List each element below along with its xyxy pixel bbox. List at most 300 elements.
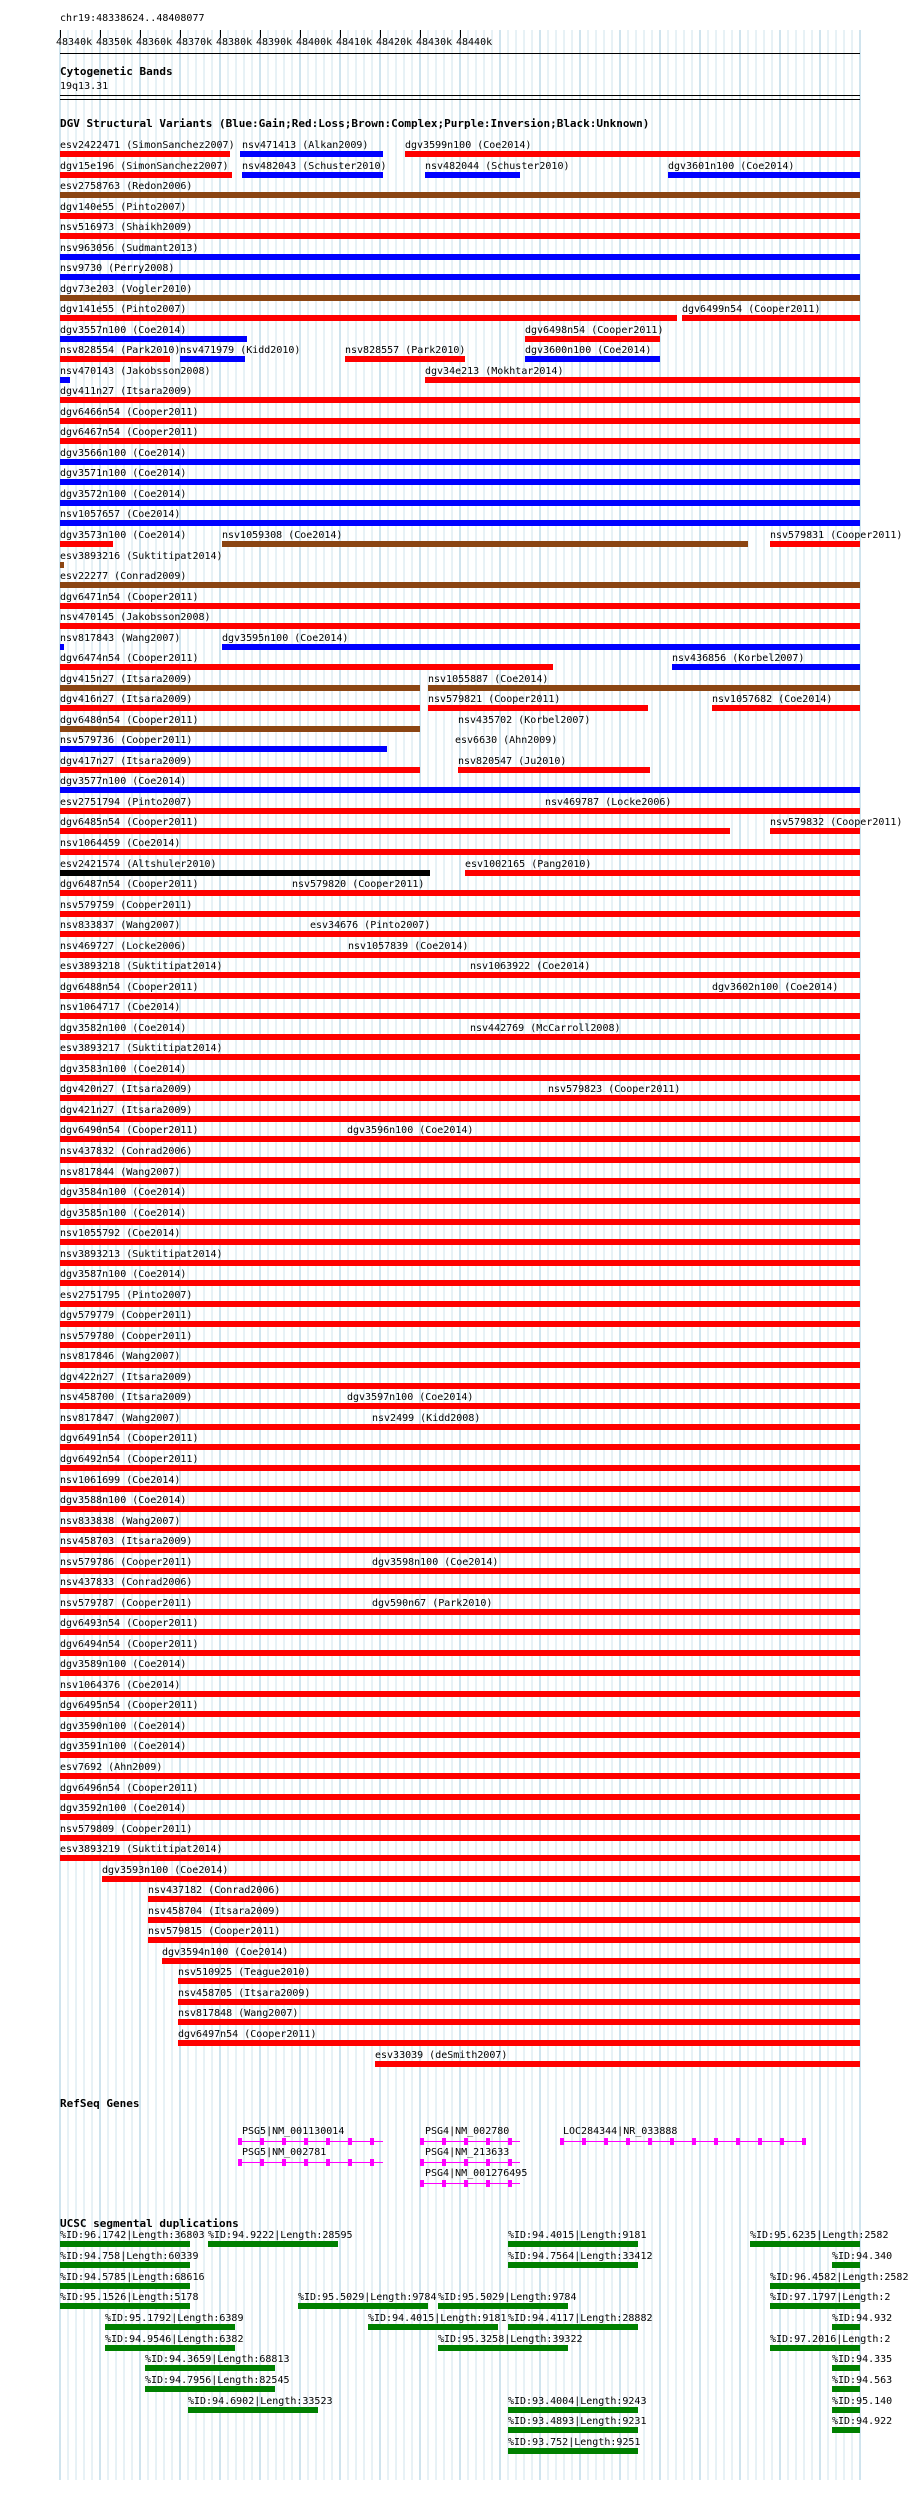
refseq-title: RefSeq Genes [60, 2097, 140, 2110]
segdup-bar [145, 2386, 275, 2392]
gene-exon [326, 2138, 330, 2145]
variant-label: nsv817848 (Wang2007) [178, 2008, 299, 2019]
variant-label: dgv6492n54 (Cooper2011) [60, 1454, 199, 1465]
gene-exon [560, 2138, 564, 2145]
variant-bar [60, 172, 232, 178]
gene-exon [714, 2138, 718, 2145]
variant-bar [60, 1732, 860, 1738]
variant-label: dgv3599n100 (Coe2014) [405, 140, 532, 151]
segdup-bar [508, 2407, 638, 2413]
variant-label: nsv963056 (Sudmant2013) [60, 243, 199, 254]
variant-label: dgv3572n100 (Coe2014) [60, 489, 187, 500]
gene-exon [260, 2159, 264, 2166]
variant-label: nsv828554 (Park2010) [60, 345, 181, 356]
variant-bar [60, 1301, 860, 1307]
segdup-bar [60, 2303, 190, 2309]
variant-bar [60, 582, 860, 588]
variant-label: nsv579831 (Cooper2011) [770, 530, 903, 541]
segdup-bar [832, 2365, 860, 2371]
gene-exon [464, 2180, 468, 2187]
gene-exon [282, 2138, 286, 2145]
segdup-bar [832, 2386, 860, 2392]
variant-label: esv33039 (deSmith2007) [375, 2050, 508, 2061]
segdup-label: %ID:95.140 [832, 2396, 893, 2407]
variant-label: dgv6466n54 (Cooper2011) [60, 407, 199, 418]
ruler-tick-label: 48400k [296, 37, 333, 48]
cyto-band [60, 95, 860, 96]
variant-bar [102, 1876, 860, 1882]
segdup-label: %ID:95.6235|Length:2582 [750, 2230, 889, 2241]
variant-label: nsv458704 (Itsara2009) [148, 1906, 281, 1917]
segdup-bar [750, 2241, 860, 2247]
variant-label: nsv469787 (Locke2006) [545, 797, 672, 808]
variant-bar [60, 623, 860, 629]
variant-bar [60, 1609, 860, 1615]
variant-label: nsv833838 (Wang2007) [60, 1516, 181, 1527]
gene-exon [370, 2159, 374, 2166]
variant-label: nsv1063922 (Coe2014) [470, 961, 591, 972]
variant-label: nsv579787 (Cooper2011) [60, 1598, 193, 1609]
variant-label: nsv817843 (Wang2007) [60, 633, 181, 644]
variant-label: dgv3571n100 (Coe2014) [60, 468, 187, 479]
segdup-bar [105, 2324, 235, 2330]
variant-bar [60, 1814, 860, 1820]
variant-bar [162, 1958, 860, 1964]
variant-label: dgv3588n100 (Coe2014) [60, 1495, 187, 1506]
variant-bar [60, 541, 113, 547]
ruler-tick-label: 48380k [216, 37, 253, 48]
segdup-bar [508, 2324, 638, 2330]
variant-bar [60, 254, 860, 260]
segdup-label: %ID:94.563 [832, 2375, 893, 2386]
gene-label: PSG4|NM_002780 [425, 2126, 510, 2137]
variant-bar [60, 808, 860, 814]
variant-bar [60, 1239, 860, 1245]
variant-bar [60, 1075, 860, 1081]
variant-label: nsv458703 (Itsara2009) [60, 1536, 193, 1547]
segdup-bar [770, 2283, 860, 2289]
gene-exon [464, 2159, 468, 2166]
segdup-label: %ID:94.4117|Length:28882 [508, 2313, 653, 2324]
cyto-band-label: 19q13.31 [60, 81, 109, 92]
variant-bar [180, 356, 245, 362]
variant-bar [60, 1773, 860, 1779]
variant-label: nsv442769 (McCarroll2008) [470, 1023, 621, 1034]
segdup-label: %ID:95.5029|Length:9784 [438, 2292, 577, 2303]
gene-exon [442, 2180, 446, 2187]
variant-label: esv2422471 (SimonSanchez2007) [60, 140, 235, 151]
variant-label: esv1002165 (Pang2010) [465, 859, 592, 870]
variant-bar [60, 664, 553, 670]
variant-label: dgv6495n54 (Cooper2011) [60, 1700, 199, 1711]
variant-bar [672, 664, 860, 670]
segdup-bar [438, 2303, 568, 2309]
variant-label: nsv1064376 (Coe2014) [60, 1680, 181, 1691]
variant-label: esv6630 (Ahn2009) [455, 735, 558, 746]
gene-exon [582, 2138, 586, 2145]
segdup-bar [145, 2365, 275, 2371]
variant-label: nsv1064717 (Coe2014) [60, 1002, 181, 1013]
gene-exon [486, 2180, 490, 2187]
variant-label: nsv1064459 (Coe2014) [60, 838, 181, 849]
segdup-bar [298, 2303, 428, 2309]
gene-exon [348, 2159, 352, 2166]
variant-label: nsv1057682 (Coe2014) [712, 694, 833, 705]
variant-label: nsv579759 (Cooper2011) [60, 900, 193, 911]
variant-label: nsv3893213 (Suktitipat2014) [60, 1249, 223, 1260]
variant-bar [60, 377, 70, 383]
variant-label: nsv471979 (Kidd2010) [180, 345, 301, 356]
variant-label: nsv470145 (Jakobsson2008) [60, 612, 211, 623]
segdup-label: %ID:94.9222|Length:28595 [208, 2230, 353, 2241]
variant-label: nsv2499 (Kidd2008) [372, 1413, 481, 1424]
gene-exon [626, 2138, 630, 2145]
variant-bar [60, 726, 420, 732]
variant-label: dgv3596n100 (Coe2014) [347, 1125, 474, 1136]
variant-bar [60, 1752, 860, 1758]
ruler-divider [60, 53, 860, 54]
segdup-label: %ID:94.335 [832, 2354, 893, 2365]
variant-label: nsv579809 (Cooper2011) [60, 1824, 193, 1835]
segdup-label: %ID:94.922 [832, 2416, 893, 2427]
variant-bar [60, 500, 860, 506]
variant-bar [60, 520, 860, 526]
variant-bar [345, 356, 465, 362]
variant-label: dgv3589n100 (Coe2014) [60, 1659, 187, 1670]
variant-bar [60, 767, 420, 773]
variant-bar [60, 1157, 860, 1163]
variant-bar [60, 685, 420, 691]
gene-exon [670, 2138, 674, 2145]
variant-bar [770, 541, 860, 547]
variant-label: esv3893219 (Suktitipat2014) [60, 1844, 223, 1855]
variant-bar [60, 1403, 860, 1409]
variant-bar [770, 828, 860, 834]
variant-bar [178, 1978, 860, 1984]
gene-exon [692, 2138, 696, 2145]
gene-exon [238, 2138, 242, 2145]
variant-bar [60, 1321, 860, 1327]
variant-bar [60, 274, 860, 280]
segdup-label: %ID:94.7564|Length:33412 [508, 2251, 653, 2262]
variant-label: esv7692 (Ahn2009) [60, 1762, 163, 1773]
variant-label: dgv6493n54 (Cooper2011) [60, 1618, 199, 1629]
gene-exon [260, 2138, 264, 2145]
variant-label: dgv73e203 (Vogler2010) [60, 284, 193, 295]
variant-bar [60, 418, 860, 424]
variant-label: nsv817846 (Wang2007) [60, 1351, 181, 1362]
variant-bar [222, 541, 748, 547]
segdup-label: %ID:94.4015|Length:9181 [508, 2230, 647, 2241]
gene-label: PSG5|NM_001130014 [242, 2126, 345, 2137]
variant-bar [222, 644, 860, 650]
variant-bar [60, 828, 730, 834]
ruler-tick-label: 48370k [176, 37, 213, 48]
variant-bar [425, 377, 860, 383]
variant-label: esv2751794 (Pinto2007) [60, 797, 193, 808]
variant-bar [425, 172, 520, 178]
variant-label: dgv3587n100 (Coe2014) [60, 1269, 187, 1280]
variant-label: nsv579815 (Cooper2011) [148, 1926, 281, 1937]
ruler-tick-label: 48410k [336, 37, 373, 48]
gene-label: PSG4|NM_213633 [425, 2147, 510, 2158]
gene-exon [486, 2159, 490, 2166]
segdup-label: %ID:94.5785|Length:68616 [60, 2272, 205, 2283]
variant-label: nsv1061699 (Coe2014) [60, 1475, 181, 1486]
variant-label: nsv437182 (Conrad2006) [148, 1885, 281, 1896]
segdup-label: %ID:93.4893|Length:9231 [508, 2416, 647, 2427]
gene-exon [508, 2180, 512, 2187]
variant-label: nsv510925 (Teague2010) [178, 1967, 311, 1978]
variant-label: nsv579832 (Cooper2011) [770, 817, 903, 828]
variant-bar [60, 397, 860, 403]
variant-label: dgv6496n54 (Cooper2011) [60, 1783, 199, 1794]
gene-exon [508, 2159, 512, 2166]
segdup-label: %ID:96.4582|Length:2582 [770, 2272, 908, 2283]
variant-label: nsv437833 (Conrad2006) [60, 1577, 193, 1588]
variant-bar [60, 870, 430, 876]
variant-label: dgv3583n100 (Coe2014) [60, 1064, 187, 1075]
variant-label: dgv141e55 (Pinto2007) [60, 304, 187, 315]
variant-bar [60, 1711, 860, 1717]
segdup-bar [770, 2303, 860, 2309]
gene-exon [442, 2159, 446, 2166]
variant-label: esv2751795 (Pinto2007) [60, 1290, 193, 1301]
variant-label: nsv579780 (Cooper2011) [60, 1331, 193, 1342]
variant-bar [60, 356, 170, 362]
variant-bar [60, 1691, 860, 1697]
gene-exon [304, 2159, 308, 2166]
variant-label: dgv3600n100 (Coe2014) [525, 345, 652, 356]
variant-label: dgv3573n100 (Coe2014) [60, 530, 187, 541]
ruler-tick-label: 48430k [416, 37, 453, 48]
variant-bar [148, 1896, 860, 1902]
variant-label: dgv6480n54 (Cooper2011) [60, 715, 199, 726]
variant-bar [428, 705, 648, 711]
variant-bar [60, 1342, 860, 1348]
variant-bar [525, 356, 660, 362]
variant-bar [178, 1999, 860, 2005]
variant-bar [60, 993, 860, 999]
variant-bar [60, 746, 387, 752]
segdup-bar [60, 2262, 190, 2268]
gene-exon [758, 2138, 762, 2145]
segdup-label: %ID:95.3258|Length:39322 [438, 2334, 583, 2345]
variant-label: nsv1059308 (Coe2014) [222, 530, 343, 541]
gene-line [560, 2141, 805, 2142]
variant-bar [60, 1280, 860, 1286]
variant-label: dgv6471n54 (Cooper2011) [60, 592, 199, 603]
variant-bar [60, 1835, 860, 1841]
variant-label: dgv6485n54 (Cooper2011) [60, 817, 199, 828]
segdup-bar [832, 2407, 860, 2413]
segdup-label: %ID:94.340 [832, 2251, 893, 2262]
variant-bar [60, 1362, 860, 1368]
variant-label: dgv3598n100 (Coe2014) [372, 1557, 499, 1568]
segdup-label: %ID:94.6902|Length:33523 [188, 2396, 333, 2407]
variant-bar [60, 1013, 860, 1019]
segdup-label: %ID:93.752|Length:9251 [508, 2437, 641, 2448]
variant-label: nsv435702 (Korbel2007) [458, 715, 591, 726]
segdup-bar [832, 2262, 860, 2268]
variant-label: dgv6467n54 (Cooper2011) [60, 427, 199, 438]
variant-label: dgv3577n100 (Coe2014) [60, 776, 187, 787]
segdup-bar [105, 2345, 235, 2351]
variant-bar [60, 931, 860, 937]
variant-bar [60, 911, 860, 917]
variant-label: nsv9730 (Perry2008) [60, 263, 175, 274]
cyto-band-edge [60, 99, 860, 100]
gene-exon [442, 2138, 446, 2145]
gene-exon [604, 2138, 608, 2145]
segdup-label: %ID:97.2016|Length:2 [770, 2334, 891, 2345]
segdup-label: %ID:94.3659|Length:68813 [145, 2354, 290, 2365]
variant-bar [60, 1670, 860, 1676]
gene-label: LOC284344|NR_033888 [563, 2126, 678, 2137]
gene-exon [326, 2159, 330, 2166]
variant-label: dgv590n67 (Park2010) [372, 1598, 493, 1609]
variant-label: dgv6474n54 (Cooper2011) [60, 653, 199, 664]
gene-exon [420, 2159, 424, 2166]
gene-exon [420, 2138, 424, 2145]
gene-exon [464, 2138, 468, 2145]
variant-bar [60, 787, 860, 793]
variant-label: nsv828557 (Park2010) [345, 345, 466, 356]
variant-bar [60, 479, 860, 485]
segdup-bar [832, 2324, 860, 2330]
variant-bar [178, 2040, 860, 2046]
variant-label: dgv6497n54 (Cooper2011) [178, 2029, 317, 2040]
gene-line [420, 2183, 520, 2184]
variant-label: dgv140e55 (Pinto2007) [60, 202, 187, 213]
variant-bar [240, 151, 383, 157]
variant-label: dgv3590n100 (Coe2014) [60, 1721, 187, 1732]
variant-label: nsv820547 (Ju2010) [458, 756, 567, 767]
variant-label: dgv15e196 (SimonSanchez2007) [60, 161, 229, 172]
variant-label: nsv579821 (Cooper2011) [428, 694, 561, 705]
gene-exon [648, 2138, 652, 2145]
variant-bar [60, 1588, 860, 1594]
variant-bar [60, 1465, 860, 1471]
variant-bar [60, 1383, 860, 1389]
variant-bar [60, 459, 860, 465]
segdup-bar [508, 2262, 638, 2268]
variant-bar [60, 1794, 860, 1800]
gene-line [420, 2162, 520, 2163]
variant-label: esv22277 (Conrad2009) [60, 571, 187, 582]
variant-bar [60, 1486, 860, 1492]
segdup-bar [208, 2241, 338, 2247]
variant-bar [60, 1855, 860, 1861]
variant-bar [60, 151, 230, 157]
gene-label: PSG4|NM_001276495 [425, 2168, 528, 2179]
variant-bar [405, 151, 860, 157]
variant-bar [375, 2061, 860, 2067]
variant-label: dgv34e213 (Mokhtar2014) [425, 366, 564, 377]
dgv-title: DGV Structural Variants (Blue:Gain;Red:Loss;Brown:Complex;Purple:Inversion;Black:Unknown) [60, 117, 650, 130]
variant-bar [60, 1136, 860, 1142]
variant-label: dgv3594n100 (Coe2014) [162, 1947, 289, 1958]
variant-bar [60, 1424, 860, 1430]
segdup-bar [368, 2324, 498, 2330]
variant-label: dgv417n27 (Itsara2009) [60, 756, 193, 767]
segdup-label: %ID:94.9546|Length:6382 [105, 2334, 244, 2345]
gene-exon [802, 2138, 806, 2145]
variant-bar [60, 1527, 860, 1533]
variant-bar [60, 603, 860, 609]
segdup-label: %ID:94.932 [832, 2313, 893, 2324]
variant-bar [60, 849, 860, 855]
segdup-label: %ID:95.5029|Length:9784 [298, 2292, 437, 2303]
cyto-title: Cytogenetic Bands [60, 65, 173, 78]
gene-exon [508, 2138, 512, 2145]
position-label: chr19:48338624..48408077 [60, 13, 205, 24]
variant-bar [60, 1444, 860, 1450]
variant-bar [60, 1095, 860, 1101]
variant-bar [60, 213, 860, 219]
variant-label: dgv3566n100 (Coe2014) [60, 448, 187, 459]
variant-bar [60, 972, 860, 978]
segdup-bar [832, 2427, 860, 2433]
variant-bar [178, 2019, 860, 2025]
variant-bar [428, 685, 860, 691]
segdup-title: UCSC segmental duplications [60, 2217, 239, 2230]
variant-label: nsv1057839 (Coe2014) [348, 941, 469, 952]
variant-label: nsv579786 (Cooper2011) [60, 1557, 193, 1568]
segdup-bar [60, 2241, 190, 2247]
variant-bar [465, 870, 860, 876]
variant-label: nsv579820 (Cooper2011) [292, 879, 425, 890]
variant-label: dgv6498n54 (Cooper2011) [525, 325, 664, 336]
gene-exon [238, 2159, 242, 2166]
variant-bar [60, 192, 860, 198]
variant-label: nsv436856 (Korbel2007) [672, 653, 805, 664]
variant-bar [60, 1629, 860, 1635]
segdup-label: %ID:93.4004|Length:9243 [508, 2396, 647, 2407]
variant-label: dgv3584n100 (Coe2014) [60, 1187, 187, 1198]
variant-bar [60, 1568, 860, 1574]
variant-bar [60, 336, 247, 342]
variant-label: dgv6490n54 (Cooper2011) [60, 1125, 199, 1136]
variant-label: dgv3601n100 (Coe2014) [668, 161, 795, 172]
variant-label: dgv579779 (Cooper2011) [60, 1310, 193, 1321]
variant-bar [712, 705, 860, 711]
gene-exon [348, 2138, 352, 2145]
variant-label: nsv482044 (Schuster2010) [425, 161, 570, 172]
segdup-bar [508, 2448, 638, 2454]
segdup-label: %ID:95.1526|Length:5178 [60, 2292, 199, 2303]
segdup-label: %ID:96.1742|Length:36803 [60, 2230, 205, 2241]
variant-bar [60, 1506, 860, 1512]
variant-label: nsv458705 (Itsara2009) [178, 1988, 311, 1999]
variant-label: nsv471413 (Alkan2009) [242, 140, 369, 151]
variant-label: dgv3592n100 (Coe2014) [60, 1803, 187, 1814]
variant-label: nsv437832 (Conrad2006) [60, 1146, 193, 1157]
variant-label: nsv1057657 (Coe2014) [60, 509, 181, 520]
variant-label: dgv415n27 (Itsara2009) [60, 674, 193, 685]
variant-bar [60, 1178, 860, 1184]
variant-label: nsv1055887 (Coe2014) [428, 674, 549, 685]
variant-bar [60, 644, 64, 650]
variant-label: dgv422n27 (Itsara2009) [60, 1372, 193, 1383]
gene-exon [486, 2138, 490, 2145]
segdup-bar [438, 2345, 568, 2351]
variant-label: dgv6491n54 (Cooper2011) [60, 1433, 199, 1444]
segdup-label: %ID:94.758|Length:60339 [60, 2251, 199, 2262]
variant-label: dgv3602n100 (Coe2014) [712, 982, 839, 993]
variant-bar [682, 315, 860, 321]
variant-bar [148, 1937, 860, 1943]
